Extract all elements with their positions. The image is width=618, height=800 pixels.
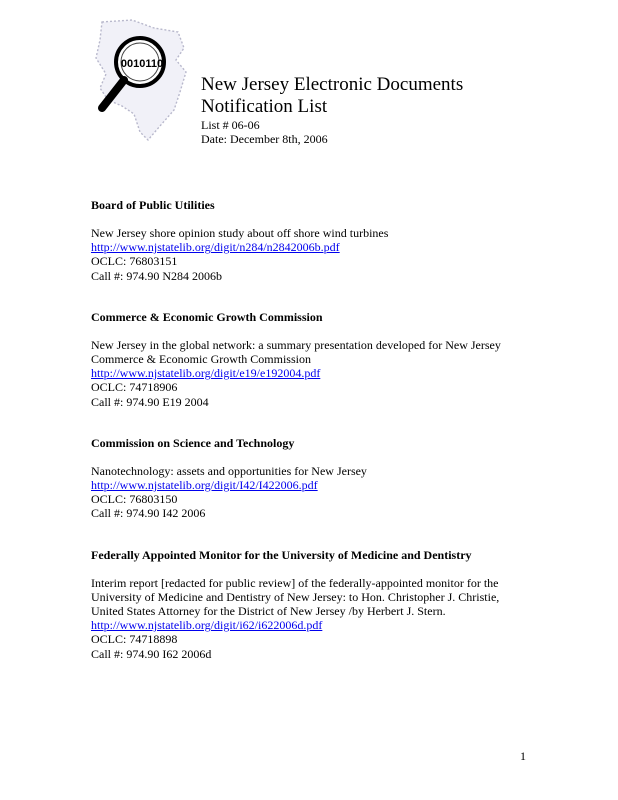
document-title-line-2: Notification List <box>201 96 328 117</box>
entry-science-technology <box>91 436 561 521</box>
agency-heading: Commerce & Economic Growth Commission <box>91 309 323 324</box>
call-number: Call #: 974.90 N284 2006b <box>91 268 222 283</box>
agency-heading: Federally Appointed Monitor for the University of Medicine and Dentistry <box>91 547 472 562</box>
entry-description: New Jersey shore opinion study about off shore wind turbines <box>91 226 389 240</box>
entry-description: Nanotechnology: assets and opportunities for New Jersey <box>91 463 367 478</box>
document-header <box>201 74 581 146</box>
document-link[interactable]: http://www.njstatelib.org/digit/e19/e192004.pdf <box>91 366 321 381</box>
logo-badge-text: 0010110 <box>120 58 164 70</box>
document-link[interactable]: http://www.njstatelib.org/digit/i62/i622006d.pdf <box>91 618 323 633</box>
entry-description: United States Attorney for the District of New Jersey /by Herbert J. Stern. <box>91 604 446 619</box>
nj-state-library-logo <box>88 14 200 146</box>
list-number: List # 06-06 <box>201 118 260 132</box>
oclc-number: OCLC: 76803151 <box>91 254 178 269</box>
call-number: Call #: 974.90 E19 2004 <box>91 394 209 409</box>
page-number: 1 <box>520 749 526 763</box>
entry-commerce-economic-growth <box>91 310 561 409</box>
entry-description: New Jersey in the global network: a summary presentation developed for New Jersey <box>91 337 501 352</box>
document-link[interactable]: http://www.njstatelib.org/digit/I42/I422006.pdf <box>91 478 318 493</box>
entry-description: Commerce & Economic Growth Commission <box>91 352 311 367</box>
agency-heading: Board of Public Utilities <box>91 198 215 212</box>
oclc-number: OCLC: 76803150 <box>91 492 178 507</box>
agency-heading: Commission on Science and Technology <box>91 435 295 450</box>
notification-entries <box>91 198 561 688</box>
oclc-number: OCLC: 74718898 <box>91 632 178 647</box>
entry-description: University of Medicine and Dentistry of New Jersey: to Hon. Christopher J. Christie, <box>91 589 500 604</box>
document-title-line-1: New Jersey Electronic Documents <box>201 74 464 95</box>
list-date: Date: December 8th, 2006 <box>201 132 328 146</box>
document-link[interactable]: http://www.njstatelib.org/digit/n284/n2842006b.pdf <box>91 240 340 255</box>
magnifying-glass-map-icon <box>88 14 200 146</box>
entry-description: Interim report [redacted for public review] of the federally-appointed monitor for the <box>91 575 499 590</box>
call-number: Call #: 974.90 I62 2006d <box>91 646 212 661</box>
entry-federal-monitor-umdnj <box>91 548 561 661</box>
call-number: Call #: 974.90 I42 2006 <box>91 506 206 521</box>
entry-board-of-public-utilities <box>91 198 561 283</box>
oclc-number: OCLC: 74718906 <box>91 380 178 395</box>
